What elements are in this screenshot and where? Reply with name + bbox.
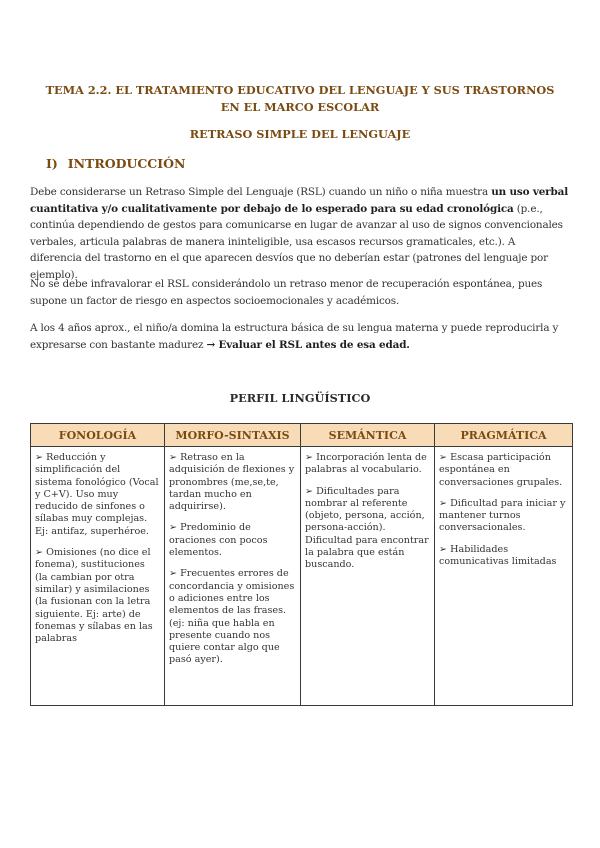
paragraph-bold-text: un uso verbal cuantitativa y/o cualitativamente por debajo de lo esperado para su edad cronológica bbox=[30, 186, 568, 215]
list-item bbox=[439, 544, 568, 569]
paragraph-text: A los 4 años aprox., el niño/a domina la estructura básica de su lengua materna y puede reproducirla y expresarse con bastante madurez bbox=[30, 322, 559, 351]
item-text: Dificultades para nombrar al referente (objeto, persona, acción, persona-acción). Dificultad para encontrar la palabra que están buscando. bbox=[305, 485, 429, 571]
arrow-bullet-icon: ➢ bbox=[35, 547, 44, 559]
arrow-bullet-icon: ➢ bbox=[439, 452, 448, 463]
section-label: INTRODUCCIÓN bbox=[67, 156, 186, 171]
list-item bbox=[35, 452, 160, 538]
paragraph-text: Debe considerarse un Retraso Simple del Lenguaje (RSL) cuando un niño o niña muestra bbox=[30, 186, 492, 198]
arrow-bullet-icon: ➢ bbox=[35, 452, 44, 463]
arrow-bullet-icon: ➢ bbox=[305, 485, 314, 497]
linguistic-profile-table bbox=[30, 423, 573, 706]
item-text: Incorporación lenta de palabras al vocabulario. bbox=[305, 452, 427, 476]
paragraph-definition bbox=[30, 184, 570, 284]
section-heading bbox=[46, 156, 185, 171]
list-item bbox=[169, 568, 296, 666]
item-text: Habilidades comunicativas limitadas bbox=[439, 543, 557, 568]
item-text: Predominio de oraciones con pocos elementos. bbox=[169, 522, 268, 559]
arrow-bullet-icon: ➢ bbox=[169, 522, 178, 534]
arrow-bullet-icon: ➢ bbox=[169, 452, 178, 463]
paragraph-risk: No se debe infravalorar el RSL considerándolo un retraso menor de recuperación espontánea, pues supone un factor de riesgo en aspectos socioemocionales y académicos. bbox=[30, 278, 543, 307]
arrow-bullet-icon: ➢ bbox=[305, 452, 314, 463]
arrow-bullet-icon: ➢ bbox=[439, 543, 448, 555]
list-item bbox=[35, 547, 160, 645]
arrow-bullet-icon: ➢ bbox=[439, 497, 448, 509]
list-item bbox=[169, 452, 296, 513]
item-text: Dificultad para iniciar y mantener turnos conversacionales. bbox=[439, 497, 566, 534]
header-morfosintaxis: MORFO-SINTAXIS bbox=[165, 424, 301, 447]
document-subtitle: RETRASO SIMPLE DEL LENGUAJE bbox=[189, 127, 411, 141]
cell-semantica bbox=[301, 447, 435, 706]
cell-fonologia bbox=[31, 447, 165, 706]
item-text: Retraso en la adquisición de flexiones y pronombres (me,se,te, tardan mucho en adquirirse). bbox=[169, 452, 295, 513]
header-fonologia: FONOLOGÍA bbox=[31, 424, 165, 447]
list-item bbox=[439, 498, 568, 535]
profile-title: PERFIL LINGÜÍSTICO bbox=[229, 391, 371, 405]
arrow-bullet-icon: ➢ bbox=[169, 568, 178, 580]
list-item bbox=[169, 522, 296, 559]
list-item bbox=[305, 452, 430, 477]
cell-morfosintaxis bbox=[165, 447, 301, 706]
document-title: TEMA 2.2. EL TRATAMIENTO EDUCATIVO DEL LENGUAJE Y SUS TRASTORNOS EN EL MARCO ESCOLAR bbox=[45, 83, 555, 114]
paragraph-text: (p.e., continúa dependiendo de gestos para comunicarse en lugar de avanzar al uso de signos convencionales verbales, articula palabras de manera ininteligible, usa escasos recursos gramaticales, etc.). A diferencia del trastorno en el que aparecen desvíos que no deberían estar (patrones del lenguaje por ejemplo). bbox=[30, 202, 563, 281]
section-number: I) bbox=[46, 156, 58, 171]
list-item bbox=[439, 452, 568, 489]
header-semantica: SEMÁNTICA bbox=[301, 424, 435, 447]
item-text: Omisiones (no dice el fonema), sustituciones (la cambian por otra similar) y asimilaciones (la fusionan con la letra siguiente. Ej: arte) de fonemas y sílabas en las palabras bbox=[35, 547, 153, 645]
list-item bbox=[305, 486, 430, 572]
item-text: Reducción y simplificación del sistema fonológico (Vocal y C+V). Uso muy reducido de sinfones o sílabas muy complejas. Ej: antifaz, superhéroe. bbox=[35, 452, 159, 537]
paragraph-age bbox=[30, 320, 570, 353]
table-header-row bbox=[31, 424, 573, 447]
paragraph-bold-text: → Evaluar el RSL antes de esa edad. bbox=[206, 338, 410, 351]
cell-pragmatica bbox=[435, 447, 573, 706]
item-text: Escasa participación espontánea en conversaciones grupales. bbox=[439, 452, 563, 488]
item-text: Frecuentes errores de concordancia y omisiones o adiciones entre los elementos de las frases.(ej: niña que habla en presente cuando nos quiere contar algo que pasó ayer). bbox=[169, 568, 295, 666]
table-row bbox=[31, 447, 573, 706]
header-pragmatica: PRAGMÁTICA bbox=[435, 424, 573, 447]
